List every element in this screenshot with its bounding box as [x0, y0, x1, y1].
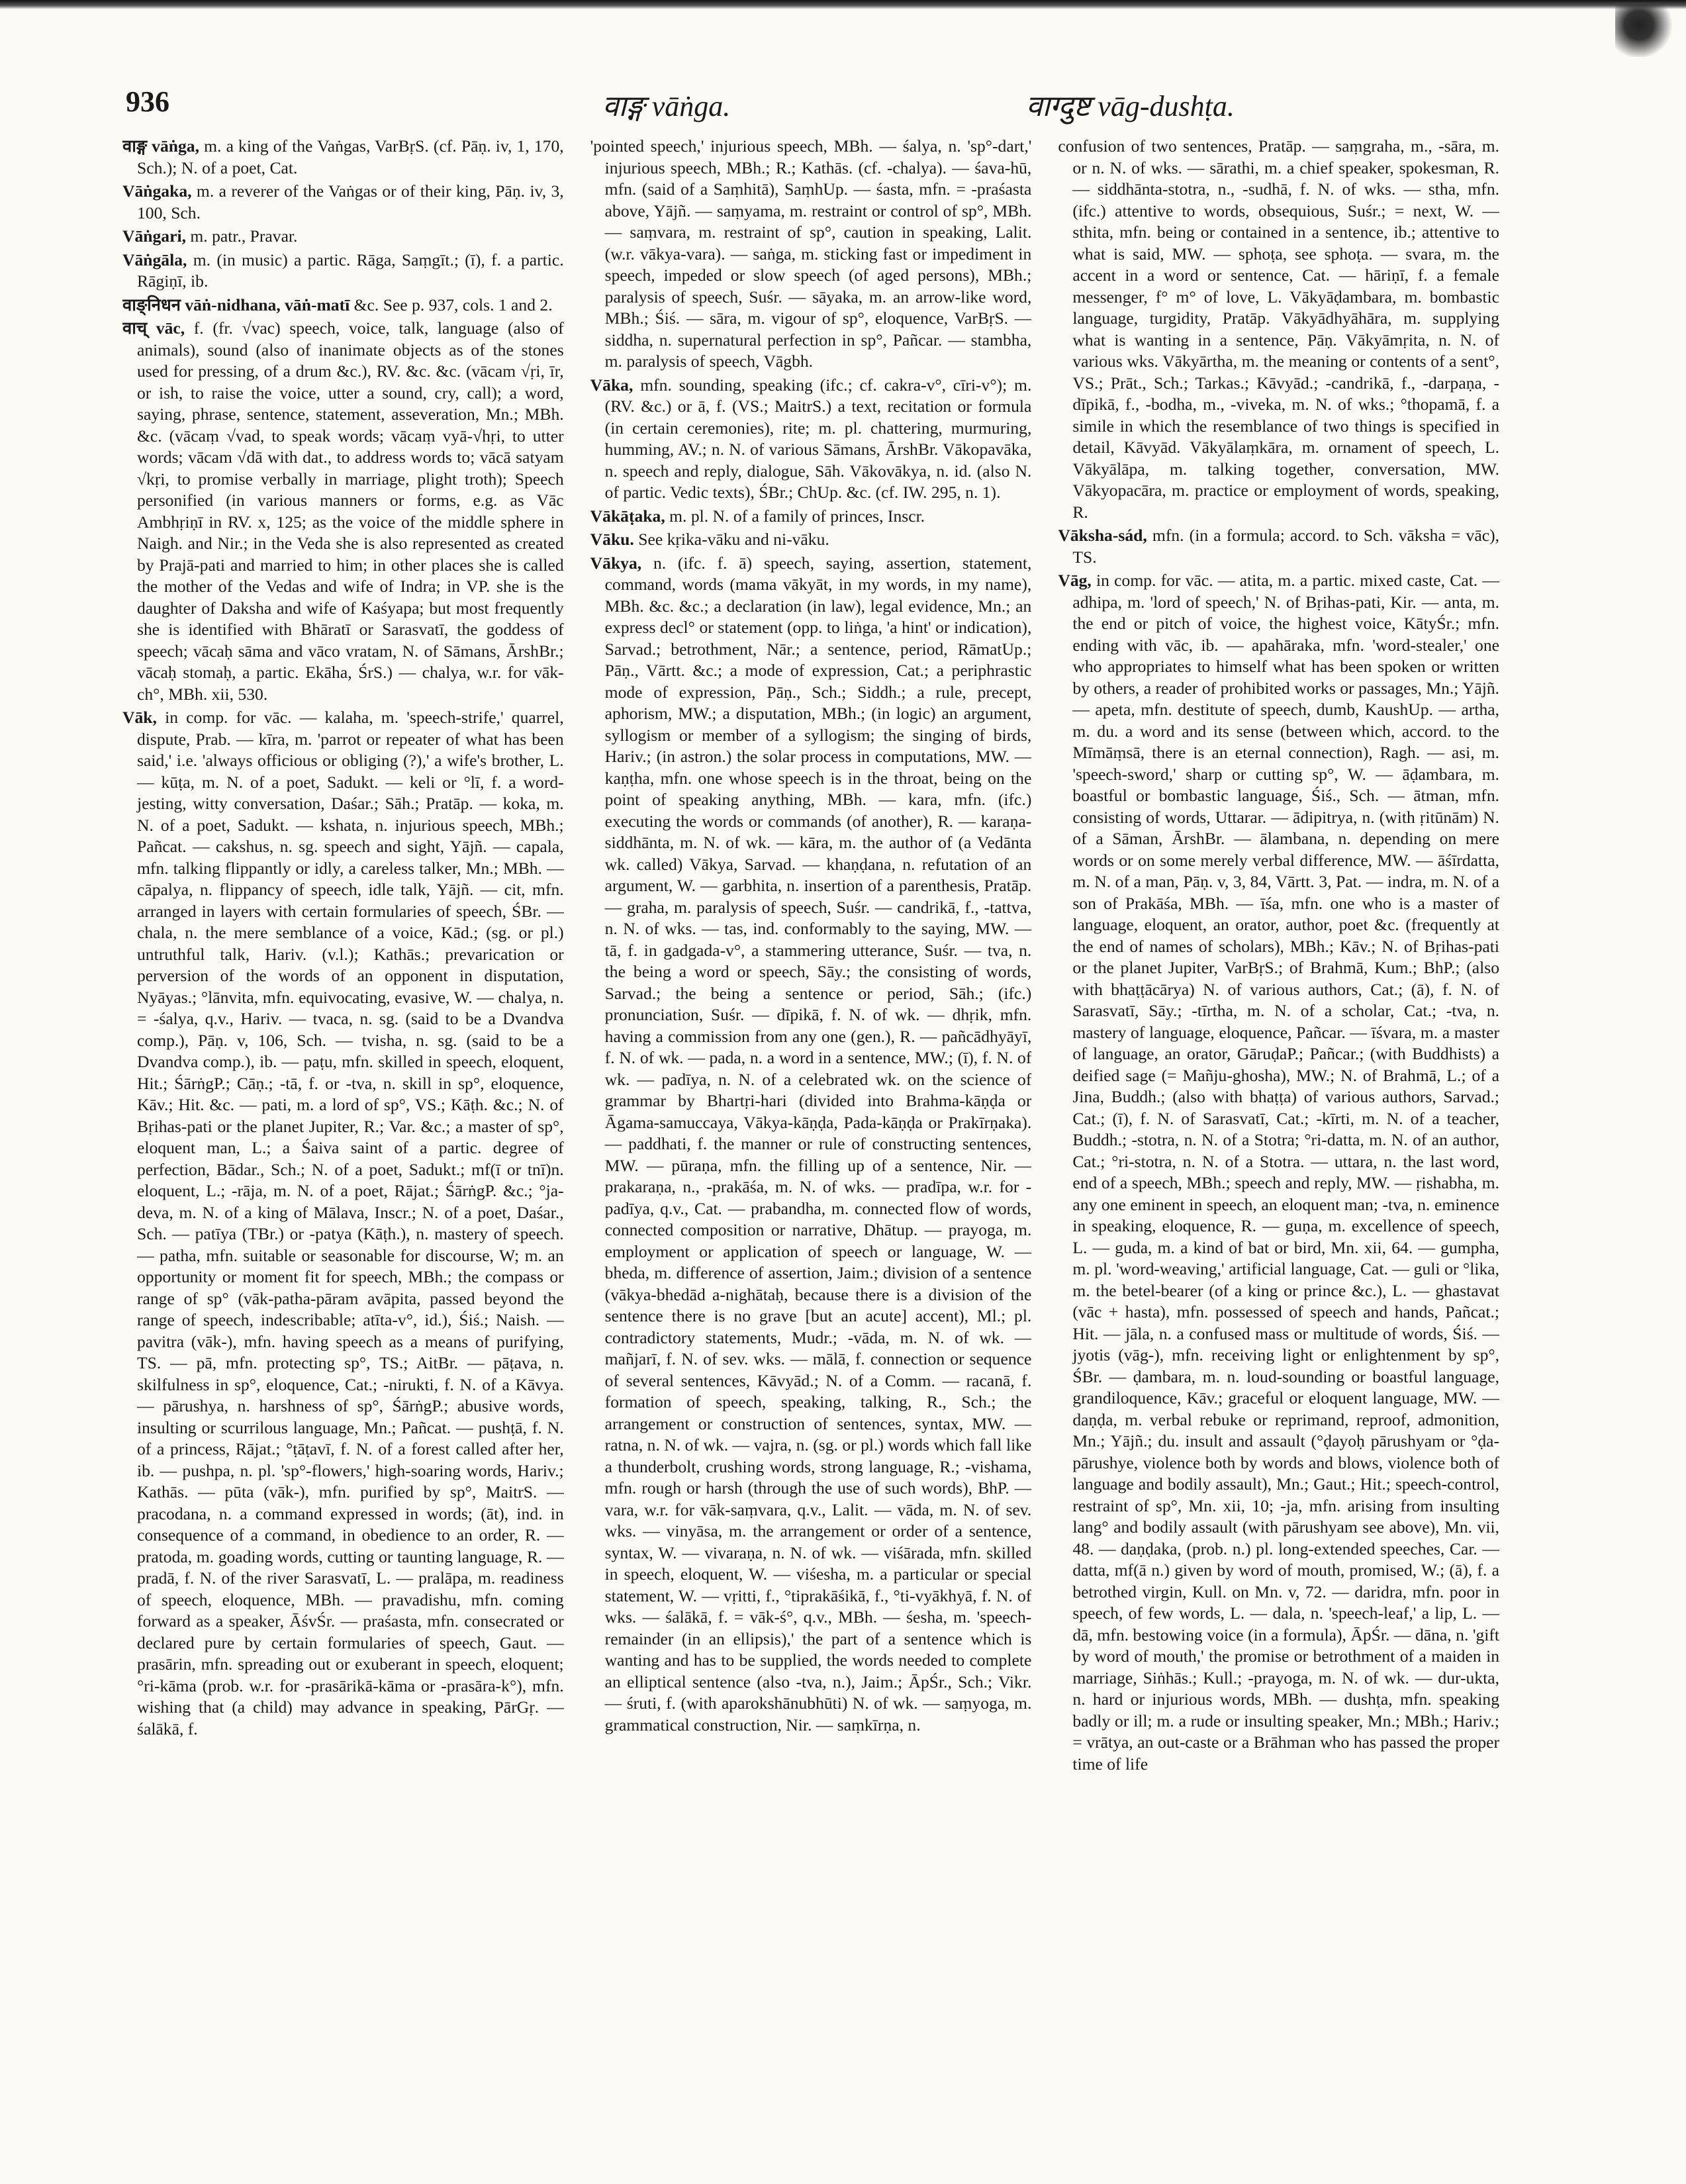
- entry-headword: Vāṅgāla,: [122, 250, 193, 269]
- dictionary-entry: [590, 375, 1032, 504]
- dictionary-entry: [590, 136, 1032, 373]
- entry-definition: in comp. for vāc. — kalaha, m. 'speech-strife,' quarrel, dispute, Prab. — kīra, m. 'parrot or repeater of what has been said,' i.e. 'always officious or obliging (?),' a wife's brother, L. — kūṭa, m. N. of a poet, Sadukt. — keli or °lī, f. a word-jesting, witty conversation, Daśar.; Sāh.; Pratāp. — koka, m. N. of a poet, Sadukt. — kshata, n. injurious speech, MBh.; Pañcat. — cakshus, n. sg. speech and sight, Yājñ. — capala, mfn. talking flippantly or idly, a careless talker, Mn.; MBh. — cāpalya, n. flippancy of speech, idle talk, Yājñ. — cit, mfn. arranged in layers with certain formularies of speech, ŚBr. — chala, n. the mere semblance of a voice, Kād.; (sg. or pl.) untruthful talk, Hariv. (v.l.); Kathās.; prevarication or perversion of the words of an opponent in disputation, Nyāyas.; °lānvita, mfn. equivocating, evasive, W. — chalya, n. = -śalya, q.v., Hariv. — tvaca, n. sg. (said to be a Dvandva comp.), Pāṇ. v, 106, Sch. — tvisha, n. sg. (said to be a Dvandva comp.), ib. — paṭu, mfn. skilled in speech, eloquent, Hit.; ŚārṅgP.; Cāṇ.; -tā, f. or -tva, n. skill in sp°, eloquence, Kāv.; Hit. &c. — pati, m. a lord of sp°, VS.; Kāṭh. &c.; N. of Bṛihas-pati or the planet Jupiter, R.; Var. &c.; a master of sp°, eloquent man, L.; a Śaiva saint of a partic. degree of perfection, Bādar., Sch.; N. of a poet, Sadukt.; mf(ī or tnī)n. eloquent, L.; -rāja, m. N. of a poet, Rājat.; ŚārṅgP. &c.; °ja-deva, m. N. of a king of Mālava, Inscr.; N. of a poet, Daśar., Sch. — patīya (TBr.) or -patya (Kāṭh.), n. mastery of speech. — patha, mfn. suitable or seasonable for discourse, W; m. an opportunity or moment fit for speech, MBh.; the compass or range of sp° (vāk-patha-pāram avāpita, passed beyond the range of speech, indescribable; atīta-v°, id.), Śiś.; Naish. — pavitra (vāk-), mfn. having speech as a means of purifying, TS. — pā, mfn. protecting sp°, TS.; AitBr. — pāṭava, n. skilfulness in sp°, eloquence, Cat.; -nirukti, f. N. of a Kāvya. — pārushya, n. harshness of sp°, ŚārṅgP.; abusive words, insulting or scurrilous language, Mn.; Pañcat. — pushṭā, f. N. of a princess, Rājat.; °ṭāṭavī, f. N. of a forest called after her, ib. — pushpa, n. pl. 'sp°-flowers,' high-soaring words, Hariv.; Kathās. — pūta (vāk-), mfn. purified by sp°, MaitrS. — pracodana, n. a command expressed in words; (āt), ind. in consequence of a command, in obedience to an order, R. — pratoda, m. goading words, cutting or taunting language, R. — pradā, f. N. of the river Sarasvatī, L. — pralāpa, m. readiness of speech, eloquence, MBh. — pravadishu, mfn. coming forward as a speaker, ĀśvŚr. — praśasta, mfn. consecrated or declared pure by certain formularies of speech, Gaut. — prasārin, mfn. spreading out or exuberant in speech, eloquent; °ri-kāma (prob. w.r. for -prasārikā-kāma or -prasāra-k°), mfn. wishing that (a child) may advance in speaking, PārGṛ. — śalākā, f.: [137, 708, 564, 1738]
- entry-definition: &c. See p. 937, cols. 1 and 2.: [353, 295, 553, 314]
- entry-definition: m. pl. N. of a family of princes, Inscr.: [669, 506, 925, 526]
- left-running-head: वाङ्ग vāṅga.: [602, 90, 731, 122]
- entry-headword: Vāṅgari,: [122, 226, 191, 246]
- column-2: [590, 136, 1032, 2161]
- entry-definition: in comp. for vāc. — atita, m. a partic. mixed caste, Cat. — adhipa, m. 'lord of speech,' N. of Bṛihas-pati, Kir. — anta, m. the end or pitch of voice, the highest voice, KātyŚr.; mfn. ending with vāc, ib. — apahāraka, mfn. 'word-stealer,' one who appropriates to himself what has been spoken or written by others, a reader of prohibited works or passages, Mn.; Yājñ. — apeta, mfn. destitute of speech, dumb, KaushUp. — artha, m. du. a word and its sense (between which, accord. to the Mīmāṃsā, there is an eternal connection), Ragh. — asi, m. 'speech-sword,' sharp or cutting sp°, W. — āḍambara, m. boastful or bombastic language, Śiś., Sch. — ātman, mfn. consisting of words, Uttarar. — ādipitrya, n. (with ṛitūnām) N. of a Sāman, ĀrshBr. — ālambana, n. depending on mere words or on some merely verbal difference, MW. — āśīrdatta, m. N. of a man, Pāṇ. v, 3, 84, Vārtt. 3, Pat. — indra, m. N. of a son of Prakāśa, MBh. — īśa, mfn. one who is a master of language, eloquent, an orator, author, poet &c. (frequently at the end of names of scholars), MBh.; Kāv.; N. of Bṛihas-pati or the planet Jupiter, VarBṛS.; of Brahmā, Kum.; BhP.; (also with bhaṭṭācārya) N. of various authors, Cat.; (ā), f. N. of Sarasvatī, Sāy.; -tīrtha, m. N. of a scholar, Cat.; -tva, n. mastery of language, eloquence, Pañcar. — īśvara, m. a master of language, an orator, GāruḍaP.; Pañcar.; (with Buddhists) a deified sage (= Mañju-ghosha), MW.; N. of Brahmā, L.; of a Jina, Buddh.; (also with bhaṭṭa) of various authors, Sarvad.; Cat.; (ī), f. N. of Sarasvatī, Cat.; -kīrti, m. N. of a teacher, Buddh.; -stotra, n. N. of a Stotra; °ri-datta, m. N. of an author, Cat.; °ri-stotra, n. N. of a Stotra. — uttara, n. the last word, end of a speech, MBh.; speech and reply, MW. — ṛishabha, m. any one eminent in speech, an eloquent man; -tva, n. eminence in speaking, eloquence, R. — guṇa, m. excellence of speech, L. — guda, m. a kind of bat or bird, Mn. xii, 64. — gumpha, m. pl. 'word-weaving,' artificial language, Cat. — guli or °lika, m. the betel-bearer (of a king or prince &c.), L. — ghastavat (vāc + hasta), mfn. possessed of speech and hands, Pañcat.; Hit. — jāla, n. a confused mass or multitude of words, Śiś. — jyotis (vāg-), mfn. receiving light or enlightenment by sp°, ŚBr. — ḍambara, m. n. loud-sounding or boastful language, grandiloquence, Kāv.; graceful or eloquent language, MW. — daṇḍa, m. verbal rebuke or reprimand, reproof, admonition, Mn.; Yājñ.; du. insult and assault (°ḍayoḥ pārushyam or °ḍa-pārushye, violence both by words and blows, violence both of language and bodily assault), Mn.; Gaut.; Hit.; speech-control, restraint of sp°, Mn. xii, 10; -ja, mfn. arising from insulting lang° and bodily assault (with pārushyam see above), Mn. vii, 48. — daṇḍaka, (prob. n.) pl. long-extended speeches, Car. — datta, mf(ā n.) given by word of mouth, promised, W.; (ā), f. a betrothed virgin, Kull. on Mn. v, 72. — daridra, mfn. poor in speech, of few words, L. — dala, n. 'speech-leaf,' a lip, L. — dā, mfn. bestowing voice (in a formula), ĀpŚr. — dāna, n. 'gift by word of mouth,' the promise or betrothment of a maiden in marriage, Siṅhās.; Kull.; -prayoga, m. N. of wk. — dur-ukta, n. hard or injurious words, MBh. — dushṭa, mfn. speaking badly or ill; m. a rude or insulting speaker, Mn.; MBh.; Hariv.; = vrātya, an out-caste or a Brāhman who has passed the proper time of life: [1072, 571, 1500, 1774]
- dictionary-entry: [1058, 525, 1499, 568]
- column-1: [122, 136, 564, 2161]
- entry-definition: confusion of two sentences, Pratāp. — saṃgraha, m., -sāra, m. or n. N. of wks. — sārathi, m. a chief speaker, spokesman, R. — siddhānta-stotra, n., -sudhā, f. N. of wks. — stha, mfn. (ifc.) attentive to words, obsequious, Suśr.; = next, W. — sthita, mfn. being or contained in a sentence, ib.; attentive to what is said, MW. — sphoṭa, see sphoṭa. — svara, m. the accent in a word or sentence, Cat. — hāriṇī, f. a female messenger, f° m° of love, L. Vākyāḍambara, m. bombastic language, turgidity, Pratāp. Vākyādhyāhāra, m. supplying what is wanting in a sentence, Pāṇ. Vākyāmṛita, n. N. of various wks. Vākyārtha, m. the meaning or contents of a sent°, VS.; Prāt., Sch.; Tarkas.; Kāvyād.; -candrikā, f., -darpaṇa, -dīpikā, f., -bodha, m., -viveka, m. N. of wks.; °thopamā, f. a simile in which the resemblance of two things is specified in detail, Kāvyād. Vākyālaṃkāra, m. ornament of speech, L. Vākyālāpa, m. talking together, conversation, MW. Vākyopacāra, m. practice or employment of words, speaking, R.: [1058, 136, 1500, 522]
- entry-definition: m. a reverer of the Vaṅgas or of their king, Pāṇ. iv, 3, 100, Sch.: [137, 181, 564, 222]
- dictionary-entry: [1058, 570, 1499, 1775]
- entry-definition: m. a king of the Vaṅgas, VarBṛS. (cf. Pāṇ. iv, 1, 170, Sch.); N. of a poet, Cat.: [137, 136, 564, 177]
- page-header: [126, 85, 1489, 124]
- entry-headword: वाङ्निधन vāṅ-nidhana, vāṅ-matī: [122, 295, 354, 314]
- entry-definition: mfn. (in a formula; accord. to Sch. vāksha = vāc), TS.: [1072, 526, 1499, 567]
- dictionary-entry: [590, 553, 1032, 1736]
- page-number: 936: [126, 85, 169, 118]
- scan-smudge: [1615, 4, 1675, 57]
- dictionary-columns: [122, 136, 1499, 2161]
- dictionary-entry: [122, 136, 564, 179]
- entry-headword: Vākya,: [590, 553, 653, 573]
- column-3: [1058, 136, 1499, 2161]
- entry-definition: See kṛika-vāku and ni-vāku.: [638, 530, 829, 549]
- entry-definition: f. (fr. √vac) speech, voice, talk, language (also of animals), sound (also of inanimate objects as of the stones used for pressing, of a drum &c.), RV. &c. &c. (vācam √ṛi, īr, or ish, to raise the voice, utter a sound, cry, call); a word, saying, phrase, sentence, statement, asseveration, Mn.; MBh. &c. (vācaṃ √vad, to speak words; vācaṃ vyā-√hṛi, to utter words; vācam √dā with dat., to address words to; vācā satyam √kṛi, to promise verbally in marriage, plight troth); Speech personified (in various manners or forms, e.g. as Vāc Ambhṛiṇī in RV. x, 125; as the voice of the middle sphere in Naigh. and Nir.; in the Veda she is also represented as created by Prajā-pati and married to him; in other places she is called the mother of the Vedas and wife of Indra; in VP. she is the daughter of Daksha and wife of Kaśyapa; but most frequently she is identified with Bhāratī or Sarasvatī, the goddess of speech; vācaḥ sāma and vāco vratam, N. of Sāmans, ĀrshBr.; vācaḥ stomaḥ, a partic. Ekāha, ŚrS.) — chalya, w.r. for vāk-ch°, MBh. xii, 530.: [137, 318, 564, 704]
- entry-headword: Vākāṭaka,: [590, 506, 670, 526]
- dictionary-entry: [122, 250, 564, 293]
- entry-definition: m. (in music) a partic. Rāga, Saṃgīt.; (ī), f. a partic. Rāgiṇī, ib.: [137, 250, 564, 291]
- entry-definition: n. (ifc. f. ā) speech, saying, assertion, statement, command, words (mama vākyāt, in my words, in my name), MBh. &c. &c.; a declaration (in law), legal evidence, Mn.; an express decl° or statement (opp. to liṅga, 'a hint' or indication), Sarvad.; betrothment, Nār.; a sentence, period, RāmatUp.; Pāṇ., Vārtt. &c.; a mode of expression, Cat.; a periphrastic mode of expression, Pāṇ., Sch.; Siddh.; a rule, precept, aphorism, MW.; a disputation, MBh.; (in logic) an argument, syllogism or member of a syllogism; the singing of birds, Hariv.; (in astron.) the solar process in computations, MW. — kaṇṭha, mfn. one whose speech is in the throat, being on the point of speaking anything, MBh. — kara, mfn. (ifc.) executing the words or commands (of another), R. — karaṇa-siddhānta, m. N. of wk. — kāra, m. the author of (a Vedānta wk. called) Vākya, Sarvad. — khaṇḍana, n. refutation of an argument, W. — garbhita, n. insertion of a parenthesis, Pratāp. — graha, m. paralysis of speech, Suśr. — candrikā, f., -tattva, n. N. of wks. — tas, ind. conformably to the saying, MW. — tā, f. in gadgada-v°, a stammering utterance, Suśr. — tva, n. the being a word or speech, Sāy.; the consisting of words, Sarvad.; the being a sentence or period, Sāh.; (ifc.) pronunciation, Suśr. — dīpikā, f. N. of wk. — dhṛik, mfn. having a commission from any one (gen.), R. — pañcādhyāyī, f. N. of wk. — pada, n. a word in a sentence, MW.; (ī), f. N. of wk. — padīya, n. N. of a celebrated wk. on the science of grammar by Bhartṛi-hari (divided into Brahma-kāṇḍa or Āgama-samuccaya, Vākya-kāṇḍa, Pada-kāṇḍa or Prakīrṇaka). — paddhati, f. the manner or rule of constructing sentences, MW. — pūraṇa, mfn. the filling up of a sentence, Nir. — prakaraṇa, n., -prakāśa, m. N. of wks. — pradīpa, w.r. for -padīya, q.v., Cat. — prabandha, m. connected flow of words, connected composition or narrative, Dhātup. — prayoga, m. employment or application of speech or language, W. — bheda, m. difference of assertion, Jaim.; division of a sentence (vākya-bhedād a-nighātaḥ, because there is a division of the sentence there is no grave [but an acute] accent), Ml.; pl. contradictory statements, Mudr.; -vāda, m. N. of wk. — mañjarī, f. N. of sev. wks. — mālā, f. connection or sequence of several sentences, Kāvyād.; N. of a Comm. — racanā, f. formation of speech, speaking, talking, R., Sch.; the arrangement or construction of sentences, syntax, MW. — ratna, n. N. of wk. — vajra, n. (sg. or pl.) words which fall like a thunderbolt, crushing words, strong language, R.; -vishama, mfn. rough or harsh (through the use of such words), BhP. — vara, w.r. for vāk-saṃvara, q.v., Lalit. — vāda, m. N. of sev. wks. — vinyāsa, m. the arrangement or order of a sentence, syntax, W. — vivaraṇa, n. N. of wk. — viśārada, mfn. skilled in speech, eloquent, W. — viśesha, m. a particular or special statement, W. — vṛitti, f., °tiprakāśikā, f., °ti-vyākhyā, f. N. of wks. — śalākā, f. = vāk-ś°, q.v., MBh. — śesha, m. 'speech-remainder (in an ellipsis),' the part of a sentence which is wanting and has to be supplied, the words needed to complete an elliptical sentence (also -tva, n.), Jaim.; ĀpŚr., Sch.; Vikr. — śruti, f. (with aparokshānubhūti) N. of wk. — saṃyoga, m. grammatical construction, Nir. — saṃkīrṇa, n.: [604, 553, 1032, 1734]
- entry-headword: Vāku.: [590, 530, 639, 549]
- dictionary-entry: [1058, 136, 1499, 523]
- entry-headword: Vāksha-sád,: [1058, 526, 1152, 545]
- scan-edge: [0, 0, 1686, 9]
- entry-headword: Vāṅgaka,: [122, 181, 197, 201]
- entry-headword: वाङ्ग vāṅga,: [122, 136, 205, 156]
- dictionary-entry: [122, 181, 564, 224]
- entry-definition: mfn. sounding, speaking (ifc.; cf. cakra-v°, cīri-v°); m. (RV. &c.) or ā, f. (VS.; MaitrS.) a text, recitation or formula (in certain ceremonies), rite; m. pl. chattering, murmuring, humming, AV.; n. N. of various Sāmans, ĀrshBr. Vākopavāka, n. speech and reply, dialogue, Sāh. Vākovākya, n. id. (also N. of partic. Vedic texts), ŚBr.; ChUp. &c. (cf. IW. 295, n. 1).: [604, 375, 1032, 502]
- dictionary-entry: [122, 707, 564, 1740]
- entry-definition: 'pointed speech,' injurious speech, MBh. — śalya, n. 'sp°-dart,' injurious speech, MBh.; R.; Kathās. (cf. -chalya). — śava-hū, mfn. (said of a Saṃhitā), SaṃhUp. — śasta, mfn. = -praśasta above, Yājñ. — saṃyama, m. restraint or control of sp°, MBh. — saṃvara, m. restraint of sp°, caution in speaking, Lalit. (w.r. vākya-vara). — saṅga, m. sticking fast or impediment in speech, impeded or slow speech (of aged persons), MBh.; paralysis of speech, Suśr. — sāyaka, m. an arrow-like word, MBh.; Śiś. — sāra, m. vigour of sp°, eloquence, VarBṛS. — siddha, n. supernatural perfection in sp°, Pañcar. — stambha, m. paralysis of speech, Vāgbh.: [590, 136, 1032, 371]
- entry-headword: Vāk,: [122, 708, 165, 727]
- dictionary-entry: [590, 529, 1032, 551]
- entry-headword: Vāg,: [1058, 571, 1097, 590]
- right-running-head: वाग्दुष्ट vāg-dushṭa.: [1026, 90, 1235, 122]
- dictionary-entry: [122, 318, 564, 705]
- entry-headword: Vāka,: [590, 375, 641, 395]
- entry-headword: वाच् vāc,: [122, 318, 194, 338]
- dictionary-entry: [590, 506, 1032, 528]
- entry-definition: m. patr., Pravar.: [190, 226, 298, 246]
- dictionary-entry: [122, 295, 564, 316]
- dictionary-entry: [122, 226, 564, 248]
